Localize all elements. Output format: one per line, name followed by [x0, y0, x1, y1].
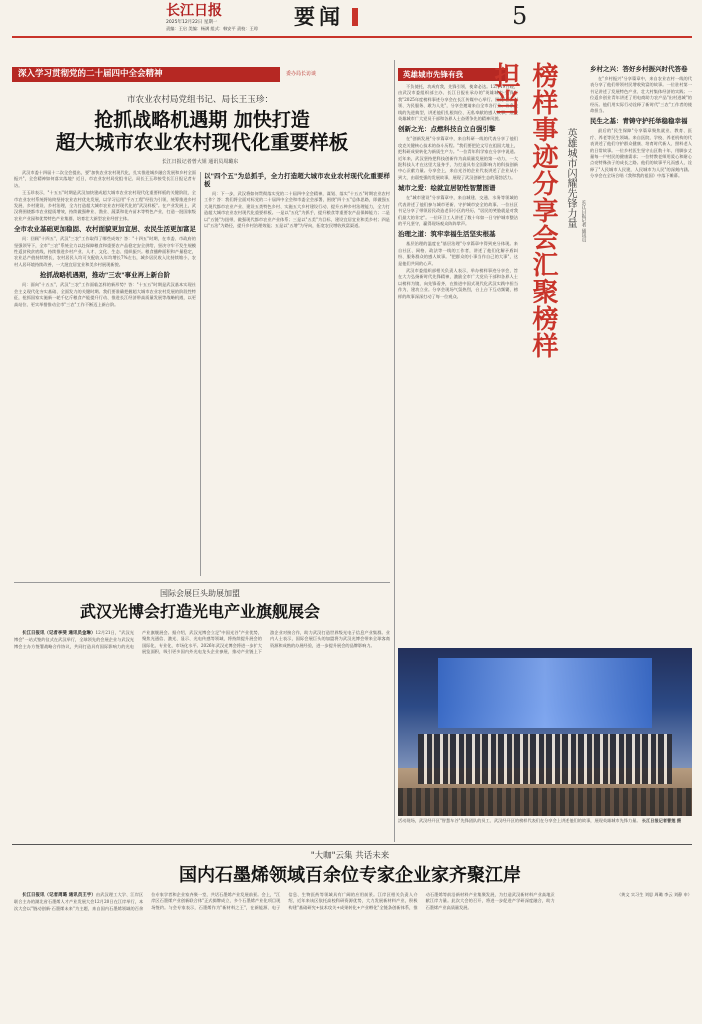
bottom-kicker: "大咖"云集 共话未来: [310, 851, 390, 861]
photo-caption: 活动现场，武汉经开区"智慧车谷"先锋团队的员工、武汉经开区的榜样代表们在分享会上讲述他们的故事，展现英雄城市先锋力量。: [398, 818, 641, 823]
stage-audience: [398, 788, 692, 816]
lead-kicker: 市农业农村局党组书记、局长王玉珍：: [126, 95, 274, 105]
photo-caption-wrap: [398, 818, 692, 840]
masthead: [0, 0, 702, 34]
right-column-1: [398, 84, 518, 644]
lead-section-heading-1: 全市农业基础更加稳固、农村面貌更加宜居、农民生活更加富足: [14, 225, 196, 234]
series-banner: [12, 67, 280, 82]
lead-body: 王玉珍表示，"十五五"时期是武汉加快建成超大城市农业农村现代化重要样板的关键阶段，全市农业农村系统将始终坚持农业农村优先发展，以学习运用"千万工程"经验为引领，统筹推进乡村发展、乡村建设、乡村治理，全力打造超大城市农业农村现代化的"武汉样板"。在产业发展上，武汉将围绕都市农业提质增效，持续做强种业、渔业、蔬菜和花卉苗木等特色产业，打造一批国家级农业产业园和优势特色产业集群，培育壮大新型农业经营主体。: [14, 190, 196, 221]
lead-column-1: [14, 170, 196, 578]
column-divider: [200, 172, 201, 576]
right-body-2: 在"创新发展"分享篇章中，来自科研一线的代表分享了他们攻克关键核心技术的奋斗历程。"我们要把论文写在祖国大地上，把科研成果转化为新质生产力。"一位青年科学家在分享中说道。近年来，武汉坚持把科技创新作为高质量发展的第一动力，一大批科技人才在这里大显身手，为打造具有全国影响力的科技创新中心贡献力量。分享会上，来自光谷的企业代表讲述了企业从小到大、由弱变强的发展故事，展现了武汉创新生态的蓬勃活力。: [398, 136, 518, 180]
series-banner-tag: 委办局长访谈: [286, 71, 317, 77]
bottom-credit: （黄文 实习生 刘思 周璐 李云 刘静 申）: [616, 892, 692, 897]
right-body-5: 武汉市委组织部相关负责人表示，举办榜样事迹分享会，旨在大力弘扬新时代先锋精神，激励全市广大党员干部和各界人士以榜样为镜、向先锋看齐，在推进中国式现代化武汉实践中担当作为、建功立业。分享会现场气氛热烈，台上台下互动频繁，榜样的故事深深打动了每一位观众。: [398, 267, 518, 299]
lead-column-2: [204, 170, 390, 578]
right-byline: 长江日报记者 通讯员: [581, 200, 586, 242]
right-body-4: 基层治理的温度在"基层治理"分享篇章中得到充分体现。来自社区、网格、政法等一线的工作者，讲述了他们化解矛盾纠纷、服务群众的感人故事。"把群众的小事当作自己的大事"，这是他们共同的心声。: [398, 241, 518, 266]
right-heading-3: 治理之道：筑牢幸福生活坚实根基: [398, 230, 496, 239]
page-center-divider: [394, 60, 395, 842]
photo-credit: 长江日报记者曹莲 摄: [641, 818, 682, 823]
stage-screen: [438, 658, 652, 728]
expo-kicker: 国际会展巨头助展加盟: [160, 589, 240, 598]
masthead-rule: [12, 36, 692, 38]
expo-headline: 武汉光博会打造光电产业旗舰展会: [79, 602, 320, 621]
right-headline: 榜样事迹分享会汇聚榜样担当: [490, 62, 558, 359]
editors-line: 责编：王启 美编：杨满 组式：韩安平 责校：王琼: [166, 26, 258, 31]
bottom-body: 由武汉理工大学、江岸区联合主办的湖北省石墨烯人才产业发展大会12月20日在江岸举行，本次大会以"链动创新·石墨烯未来"为主题，来自国内石墨烯领域的百余位专家学者和企业家齐聚一堂，共话石墨烯产业发展前景。会上，"江岸区石墨烯产业创新联合体"正式揭牌成立，多个石墨烯产业化项目现场签约。与会专家表示，石墨烯作为"新材料之王"，在新能源、电子信息、生物医药等领域具有广阔的应用前景。江岸区相关负责人介绍，近年来该区依托高校科研资源优势，大力发展新材料产业，积极构建"基础研究+技术攻关+成果转化+产业孵化"全链条创新体系，推动石墨烯等前沿新材料产业集聚发展，为打造武汉新材料产业高地贡献江岸力量。此次大会的召开，将进一步促进产学研深度融合，助力石墨烯产业高质量发展。: [14, 892, 555, 911]
right-body-1: 不负使托，功成有我，先锋引领，使命必达。12月19日晚，由武汉市委组织部主办、长江日报社承办的"英雄城市·先锋有我"2025年度榜样事迹分享会在长江传媒中心举行。围绕"创新引领、为民服务、敢为人先"，分享会邀请来自全市各行业、各条战线的先进典型，讲述他们扎根岗位、无私奉献的感人故事，展现英雄城市广大党员干部和各界人士奋勇争先的精神风貌。: [398, 84, 518, 122]
bottom-byline: 长江日报讯（记者周璐 通讯员王宇）: [22, 893, 96, 898]
newspaper-logo: 长江日报: [166, 3, 222, 19]
right-heading-1: 创新之光：点燃科技自立自强引擎: [398, 125, 496, 134]
event-photo: [398, 648, 692, 816]
right-subhead: 英雄城市闪耀先锋力量: [565, 128, 576, 228]
lead-byline: 长江日报记者曾大姐 通讯员周璐东: [161, 159, 239, 165]
right-heading-4: 乡村之兴：答好乡村振兴时代答卷: [590, 65, 688, 73]
lead-headline-line1: 抢抓战略机遇期 加快打造: [94, 109, 310, 131]
expo-divider: [14, 582, 390, 583]
page-number: 5: [512, 2, 528, 30]
bottom-body-wrap: [14, 892, 692, 1020]
lead-body-2: 问：回顾"十四五"，武汉"三农"工作取得了哪些成效？答："十四五"时期，在市委、市政府的坚强领导下，全市"三农"系统全力以赴保障粮食和重要农产品稳定安全供给，坚决守牢不发生规模性返贫致贫底线，持续推进乡村产业、人才、文化、生态、组织振兴。粮食播种面积和产量稳定，农业总产值持续增长，农村居民人均可支配收入年均增长7%左右，城乡居民收入比持续缩小，农村人居环境持续改善，一大批宜居宜业和美乡村展现新貌。: [14, 236, 196, 267]
lead-section-heading-2: 抢抓战略机遇期，推动"三农"事业再上新台阶: [39, 271, 171, 280]
expo-body-wrap: [14, 630, 390, 832]
expo-byline: 长江日报讯（记者李斐 通讯员金琳）: [22, 631, 96, 636]
right-body-7: 最后的"民生保障"分享篇章聚焦就业、教育、医疗、养老等民生领域。来自医院、学校、养老机构的代表讲述了他们守护群众健康、培育时代新人、照料老人的日常故事。一位乡村医生坚守山区数十年，用脚步丈量每一户村民的健康需求；一位特教老师用爱心和耐心点亮特殊孩子的成长之路。他们的故事平凡而感人，诠释了"人民城市人民建，人民城市为人民"的深刻内涵。分享会在全场合唱《我和我的祖国》中落下帷幕。: [590, 128, 692, 179]
right-feature-tag-text: 英雄城市先锋有我: [403, 70, 463, 79]
date-line: 2025年12月22日 星期一: [166, 20, 218, 25]
section-title-bar: [352, 8, 358, 26]
right-heading-5: 民生之基：青铸守护托举稳稳幸福: [590, 117, 688, 126]
lead-section-heading-3: 以"四个五"为总抓手，全力打造超大城市农业农村现代化重要样板: [204, 172, 390, 188]
lead-intro: 武汉市委十四届十二次全会提出，要"加快农业农村现代化，扎实推进城乡融合发展和乡村全面振兴"，全会精神如何落实落地？近日，市农业农村局党组书记、局长王玉珍接受长江日报记者专访。: [14, 170, 196, 188]
lead-headline-line2: 超大城市农业农村现代化重要样板: [55, 131, 349, 154]
right-body-3: 在"城市建设"分享篇章中，来自城建、交通、水务等领域的代表讲述了他们参与城市更新、守护城市安全的故事。一位社区书记分享了带领居民改造老旧小区的经历，"居民的笑脸就是对我们最大的肯定"。一位环卫工人讲述了数十年如一日守护城市整洁的平凡坚守，赢得现场观众阵阵掌声。: [398, 195, 518, 226]
right-column-2: [590, 62, 692, 642]
expo-body: 12月21日，"武汉光博会"一站式签约仪式在武汉举行，全球领先的会展企业与武汉光博会主办方签署战略合作协议，共同打造具有国际影响力的光电产业旗舰展会。据介绍，武汉光博会立足"中国光谷"产业优势，聚焦光通信、激光、显示、光电传感等领域，将持续提升展会的国际化、专业化、市场化水平。2026年武汉光博会将进一步扩大展览面积，吸引更多国内外光电龙头企业参展，推动产业链上下游企业对接合作，助力武汉打造世界级光电子信息产业集群。业内人士表示，国际会展巨头的加盟将为武汉光博会带来全球客商资源和成熟的办展经验，进一步提升展会的品牌影响力。: [14, 630, 390, 655]
bottom-rule: [12, 844, 692, 845]
lead-body-4: 问：下一步，武汉将如何贯彻落实党的二十届四中全会精神，谋划、落实"十五五"时期农业农村工作？答：我们将全面对标党的二十届四中全会和市委全会部署，围绕"四个五"总体思路，即做强五大现代都市农业产业、建设五类特色乡村、实施五大乡村建设行动、提升五种乡村治理能力，全力打造超大城市农业农村现代化重要样板。一是以"五化"为抓手，提升粮食等重要农产品保障能力；二是以"五链"为纽带，做强现代都市农业产业体系；三是以"五美"为目标，建设宜居宜业和美乡村；四是以"五治"为路径，提升乡村治理效能；五是以"五增"为导向，拓宽农民增收致富渠道。: [204, 191, 390, 229]
right-heading-2: 城市之爱：绘就宜居韧性智慧图谱: [398, 184, 496, 193]
stage-people: [418, 734, 672, 784]
section-title: 要闻: [294, 4, 344, 29]
series-banner-title: 深入学习贯彻党的二十届四中全会精神: [18, 69, 163, 79]
bottom-headline: 国内石墨烯领域百余位专家企业家齐聚江岸: [179, 865, 521, 886]
right-body-6: 在"乡村振兴"分享篇章中，来自农业农村一线的代表分享了他们带领村民增收致富的故事。一位驻村第一书记讲述了发展特色产业、壮大村集体经济的实践；一位返乡创业青年讲述了用电商助力农产品"出村进城"的经历。他们用实际行动诠释了新时代"三农"工作者的使命担当。: [590, 76, 692, 114]
lead-body-3: 问：面向"十五五"，武汉"三农"工作面临怎样的新形势？答："十五五"时期是武汉基本实现社会主义现代化夯实基础、全面发力的关键时期。我们要准确把握超大城市农业农村发展的阶段性特征，抢抓国家实施新一轮千亿斤粮食产能提升行动、推进长江经济带高质量发展等战略机遇，以更高站位、更实举措推动全市"三农"工作不断迈上新台阶。: [14, 282, 196, 307]
